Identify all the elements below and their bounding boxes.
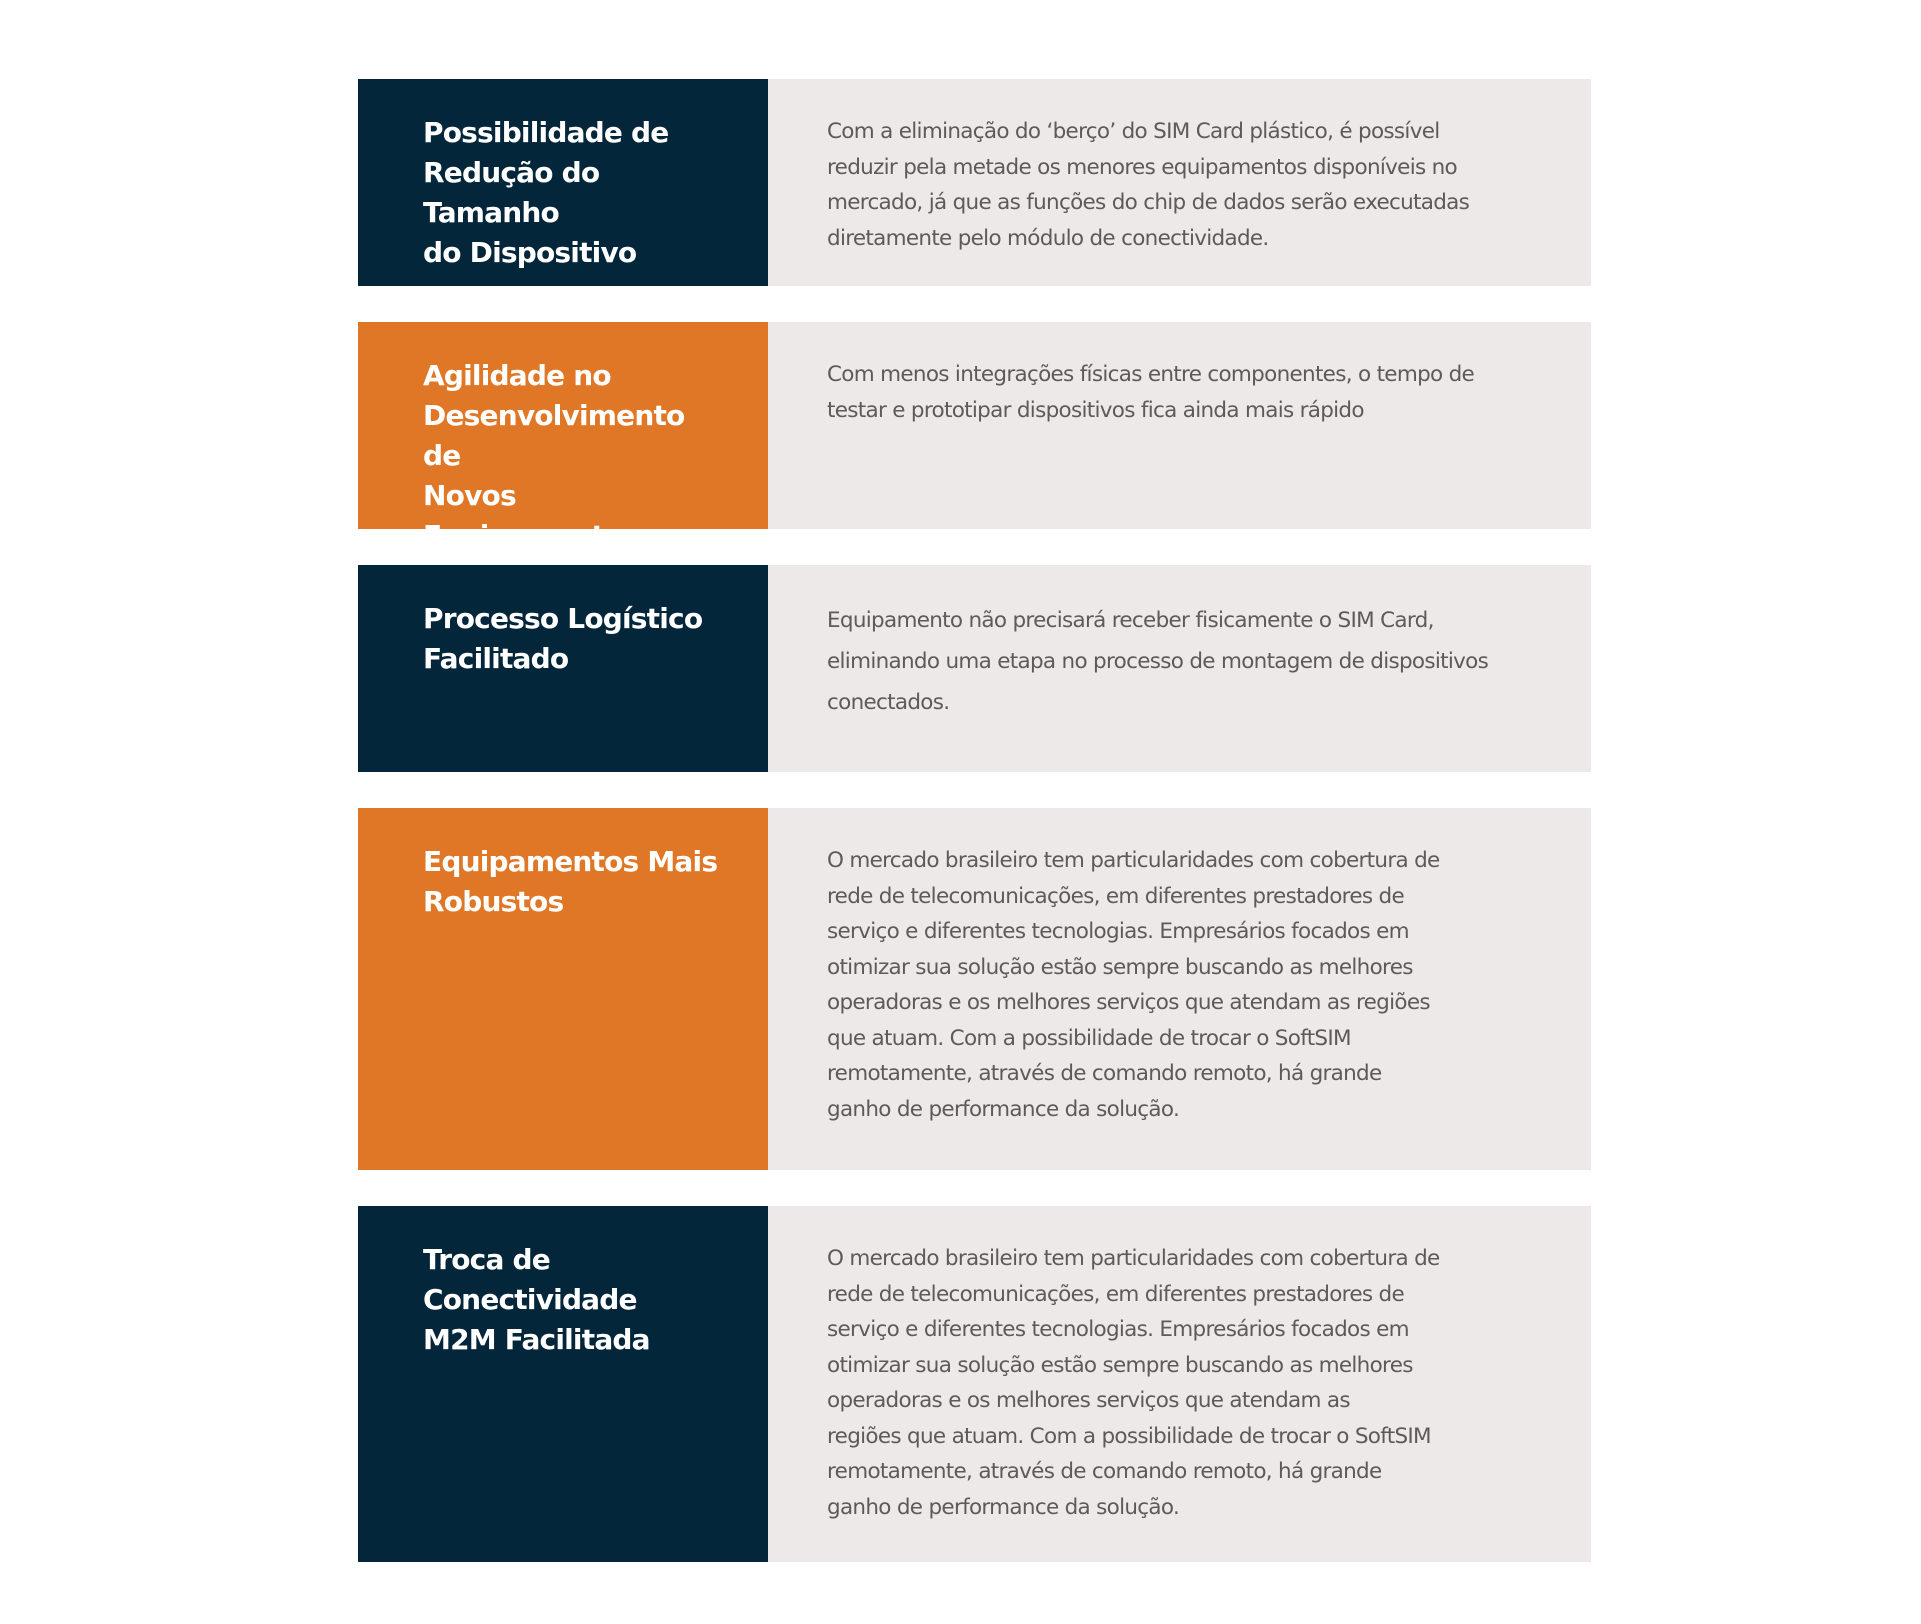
benefit-row-m2m-connectivity — [358, 1206, 1591, 1562]
benefit-description-panel — [768, 1206, 1591, 1562]
benefit-description: Com a eliminação do ‘berço’ do SIM Card plástico, é possível reduzir pela metade os menores equipamentos disponíveis no mercado, já que as funções do chip de dados serão executadas diretamente pelo módulo de conectividade. — [827, 119, 1470, 251]
benefit-title: Processo Logístico Facilitado — [423, 602, 703, 675]
benefit-description-panel — [768, 808, 1591, 1170]
benefit-description: O mercado brasileiro tem particularidades com cobertura de rede de telecomunicações, em diferentes prestadores de serviço e diferentes tecnologias. Empresários focados em otimizar sua solução estão sempre buscando as melhores operadoras e os melhores serviços que atendam as regiões que atuam. Com a possibilidade de trocar o SoftSIM remotamente, através de comando remoto, há grande ganho de performance da solução. — [827, 1246, 1440, 1520]
benefit-description-panel — [768, 565, 1591, 772]
benefit-title-panel — [358, 79, 768, 286]
benefit-description-panel — [768, 322, 1591, 529]
benefit-title-panel — [358, 808, 768, 1170]
benefit-description: Equipamento não precisará receber fisicamente o SIM Card, eliminando uma etapa no processo de montagem de dispositivos conectados. — [827, 608, 1489, 715]
benefit-title: Possibilidade de Redução do Tamanho do Dispositivo — [423, 116, 669, 269]
benefit-title-panel — [358, 565, 768, 772]
benefit-row-size-reduction — [358, 79, 1591, 286]
benefit-row-robust-equipment — [358, 808, 1591, 1170]
benefits-list — [358, 79, 1591, 1562]
benefit-row-development-agility — [358, 322, 1591, 552]
benefit-description-panel — [768, 79, 1591, 286]
benefit-title-panel — [358, 1206, 768, 1562]
benefit-title: Equipamentos Mais Robustos — [423, 845, 718, 918]
benefit-description: O mercado brasileiro tem particularidades com cobertura de rede de telecomunicações, em diferentes prestadores de serviço e diferentes tecnologias. Empresários focados em otimizar sua solução estão sempre buscando as melhores operadoras e os melhores serviços que atendam as regiões que atuam. Com a possibilidade de trocar o SoftSIM remotamente, através de comando remoto, há grande ganho de performance da solução. — [827, 848, 1440, 1122]
benefit-row-logistics — [358, 565, 1591, 772]
benefit-description: Com menos integrações físicas entre componentes, o tempo de testar e prototipar dispositivos fica ainda mais rápido — [827, 362, 1475, 423]
benefit-title-panel — [358, 322, 768, 552]
benefit-title: Troca de Conectividade M2M Facilitada — [423, 1243, 650, 1356]
benefit-title: Agilidade no Desenvolvimento de Novos Equipamentos — [423, 359, 685, 552]
